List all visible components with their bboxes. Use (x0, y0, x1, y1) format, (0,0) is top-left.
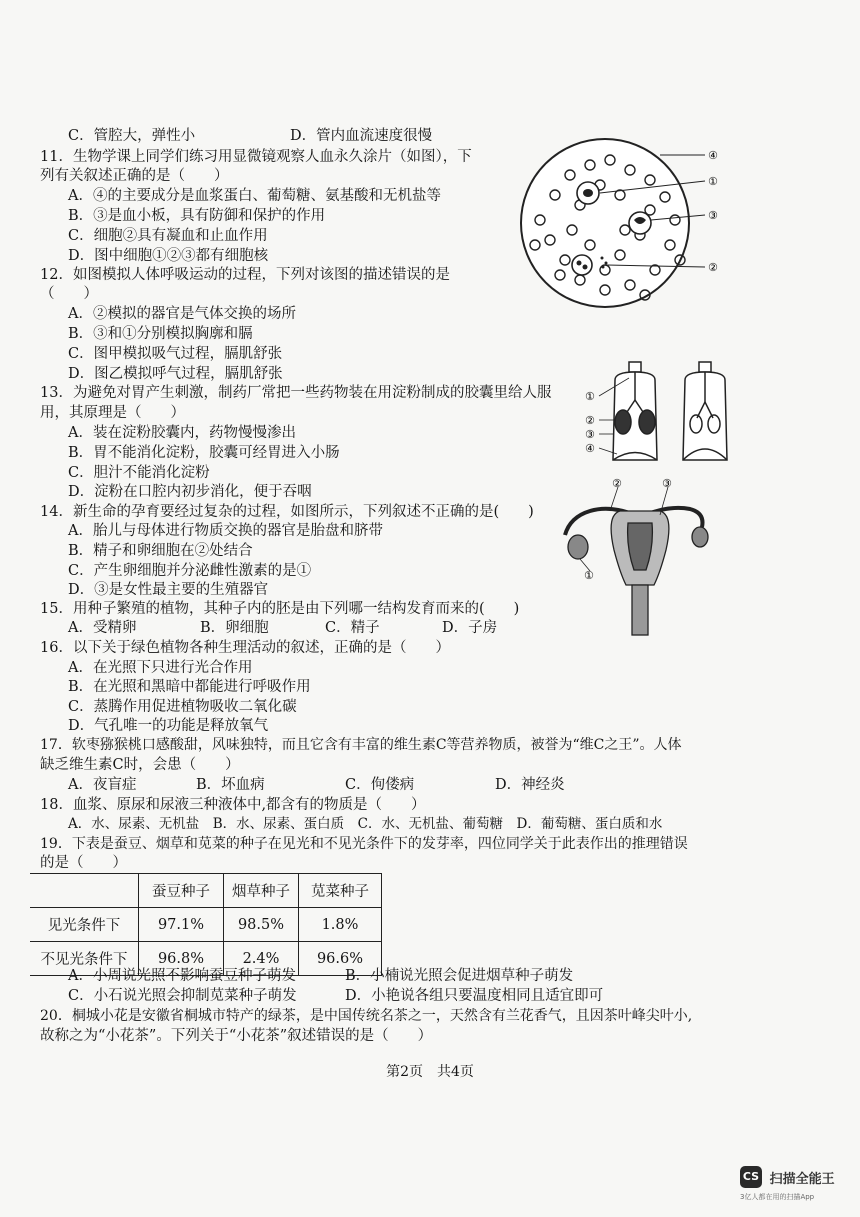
q11-stem-2: 列有关叙述正确的是（ ） (40, 168, 229, 184)
reproductive-system-figure (550, 475, 720, 645)
q19-stem-1: 19．下表是蚕豆、烟草和苋菜的种子在见光和不见光条件下的发芽率，四位同学关于此表作出的推理错误 (40, 836, 688, 852)
watermark-tagline: 3亿人都在用的扫描App (740, 1193, 815, 1201)
q19-option-a: A．小周说光照不影响蚕豆种子萌发 (68, 968, 296, 984)
table-cell: 97.1% (139, 908, 224, 942)
q17-option-d: D．神经炎 (495, 777, 565, 793)
q15-stem-1: 15．用种子繁殖的植物，其种子内的胚是由下列哪一结构发育而来的( ) (40, 601, 520, 617)
label-3: ③ (708, 209, 718, 222)
prev-option-d: D．管内血流速度很慢 (290, 128, 433, 144)
q17-option-a: A．夜盲症 (68, 777, 137, 793)
q12-option-c: C．图甲模拟吸气过程，膈肌舒张 (68, 346, 283, 362)
cs-logo-icon: CS (740, 1166, 762, 1188)
q17-option-c: C．佝偻病 (345, 777, 415, 793)
q11-option-d: D．图中细胞①②③都有细胞核 (68, 248, 269, 264)
label-3: ③ (585, 428, 595, 441)
label-2: ② (612, 477, 622, 490)
table-cell: 见光条件下 (30, 908, 139, 942)
q14-stem-1: 14．新生命的孕育要经过复杂的过程，如图所示，下列叙述不正确的是( ) (40, 504, 534, 520)
q16-option-b: B．在光照和黑暗中都能进行呼吸作用 (68, 679, 311, 695)
q17-stem-1: 17．软枣猕猴桃口感酸甜，风味独特，而且它含有丰富的维生素C等营养物质，被誉为“维C之王”。人体 (40, 737, 682, 753)
q13-option-b: B．胃不能消化淀粉，胶囊可经胃进入小肠 (68, 445, 340, 461)
q16-option-c: C．蒸腾作用促进植物吸收二氧化碳 (68, 699, 297, 715)
q20-stem-1: 20．桐城小花是安徽省桐城市特产的绿茶，是中国传统名茶之一，天然含有兰花香气，且因茶叶峰尖叶小, (40, 1008, 693, 1024)
q19-stem-2: 的是（ ） (40, 855, 127, 871)
scanner-watermark (740, 1166, 835, 1201)
q16-stem-1: 16．以下关于绿色植物各种生理活动的叙述，正确的是（ ） (40, 640, 450, 656)
q15-option-d: D．子房 (442, 620, 498, 636)
q18-options: A．水、尿素、无机盐 B．水、尿素、蛋白质 C．水、无机盐、葡萄糖 D．葡萄糖、蛋白质和水 (68, 816, 663, 832)
label-1: ① (585, 390, 595, 403)
label-4: ④ (585, 442, 595, 455)
q18-stem-1: 18．血浆、原尿和尿液三种液体中,都含有的物质是（ ） (40, 797, 426, 813)
label-2: ② (585, 414, 595, 427)
q16-option-a: A．在光照下只进行光合作用 (68, 660, 253, 676)
table-cell: 98.5% (224, 908, 299, 942)
germination-table (30, 873, 382, 976)
table-header-row (30, 874, 382, 908)
q14-option-b: B．精子和卵细胞在②处结合 (68, 543, 253, 559)
q14-option-a: A．胎儿与母体进行物质交换的器官是胎盘和脐带 (68, 523, 383, 539)
q13-option-d: D．淀粉在口腔内初步消化，便于吞咽 (68, 484, 312, 500)
q16-option-d: D．气孔唯一的功能是释放氧气 (68, 718, 269, 734)
table-row (30, 908, 382, 942)
q19-option-d: D．小艳说各组只要温度相同且适宜即可 (345, 988, 604, 1004)
q19-option-b: B．小楠说光照会促进烟草种子萌发 (345, 968, 574, 984)
q11-option-b: B．③是血小板，具有防御和保护的作用 (68, 208, 326, 224)
q12-option-b: B．③和①分别模拟胸廓和膈 (68, 326, 253, 342)
blood-smear-figure (510, 135, 730, 315)
q11-option-c: C．细胞②具有凝血和止血作用 (68, 228, 268, 244)
q11-option-a: A．④的主要成分是血浆蛋白、葡萄糖、氨基酸和无机盐等 (68, 188, 441, 204)
q12-stem-2: （ ） (40, 286, 98, 302)
label-1: ① (584, 569, 594, 582)
table-cell: 96.8% (139, 942, 224, 976)
label-2: ② (708, 261, 718, 274)
table-cell: 不见光条件下 (30, 942, 139, 976)
q13-stem-2: 用，其原理是（ ） (40, 405, 185, 421)
q15-option-c: C．精子 (325, 620, 380, 636)
q14-option-d: D．③是女性最主要的生殖器官 (68, 582, 269, 598)
prev-option-c: C．管腔大，弹性小 (68, 128, 196, 144)
label-4: ④ (708, 149, 718, 162)
label-1: ① (708, 175, 718, 188)
label-3: ③ (662, 477, 672, 490)
table-cell: 1.8% (299, 908, 382, 942)
table-header: 烟草种子 (224, 874, 299, 908)
q12-stem-1: 12．如图模拟人体呼吸运动的过程，下列对该图的描述错误的是 (40, 267, 450, 283)
q13-option-c: C．胆汁不能消化淀粉 (68, 465, 210, 481)
q12-option-d: D．图乙模拟呼气过程，膈肌舒张 (68, 366, 283, 382)
q11-stem-1: 11．生物学课上同学们练习用显微镜观察人血永久涂片（如图），下 (40, 149, 472, 165)
q17-stem-2: 缺乏维生素C时，会患（ ） (40, 757, 240, 773)
table-header: 苋菜种子 (299, 874, 382, 908)
q20-stem-2: 故称之为“小花茶”。下列关于“小花茶”叙述错误的是（ ） (40, 1028, 433, 1044)
q19-option-c: C．小石说光照会抑制苋菜种子萌发 (68, 988, 297, 1004)
breathing-model-figure (585, 360, 745, 470)
watermark-name: 扫描全能王 (769, 1171, 835, 1187)
table-cell: 2.4% (224, 942, 299, 976)
q17-option-b: B．坏血病 (196, 777, 265, 793)
q12-option-a: A．②模拟的器官是气体交换的场所 (68, 306, 296, 322)
q15-option-a: A．受精卵 (68, 620, 137, 636)
q13-stem-1: 13．为避免对胃产生刺激，制药厂常把一些药物装在用淀粉制成的胶囊里给人服 (40, 385, 552, 401)
table-cell (30, 874, 139, 908)
page-number: 第2页 共4页 (386, 1064, 474, 1080)
table-cell: 96.6% (299, 942, 382, 976)
q15-option-b: B．卵细胞 (200, 620, 269, 636)
table-header: 蚕豆种子 (139, 874, 224, 908)
q13-option-a: A．装在淀粉胶囊内，药物慢慢渗出 (68, 425, 296, 441)
q14-option-c: C．产生卵细胞并分泌雌性激素的是① (68, 563, 312, 579)
